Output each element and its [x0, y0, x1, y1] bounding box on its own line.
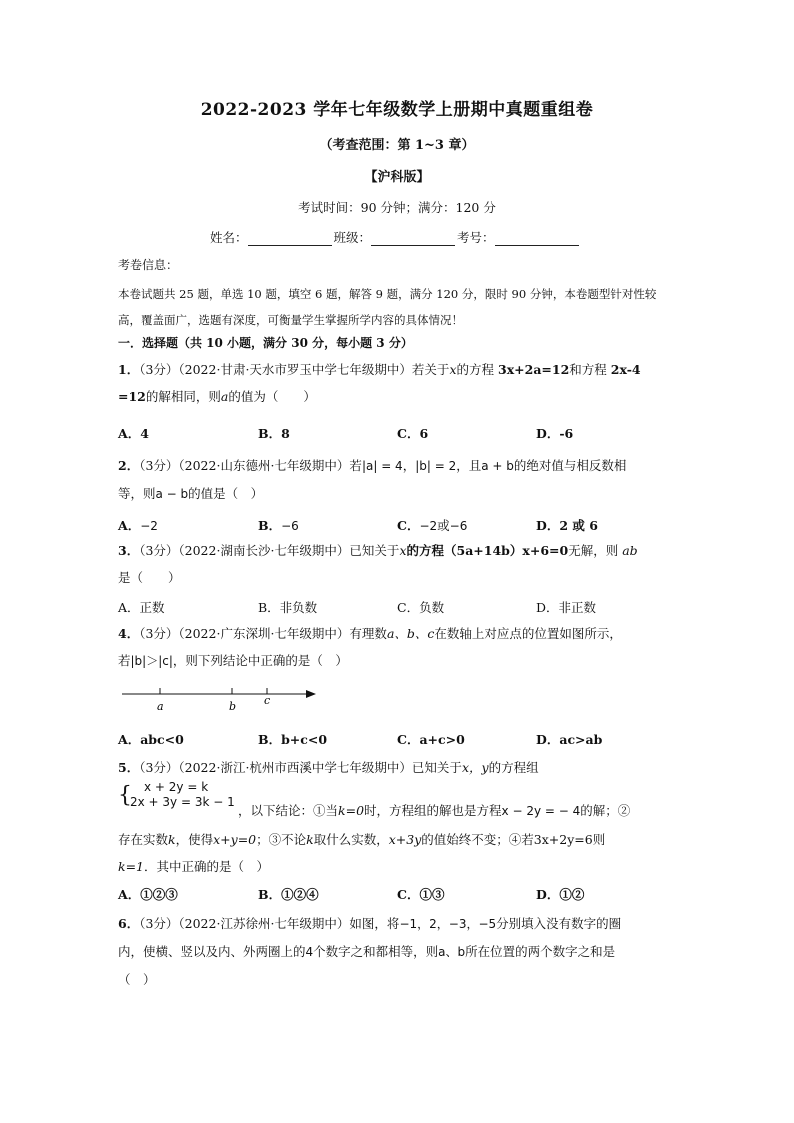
option-b[interactable]: B．b+c<0 — [258, 732, 328, 747]
option-d[interactable]: D．非正数 — [536, 600, 597, 615]
id-blank[interactable] — [495, 231, 579, 246]
question-5: 5．（3分）（2022·浙江·杭州市西溪中学七年级期中）已知关于x，y的方程组 — [118, 760, 539, 775]
class-blank[interactable] — [371, 231, 455, 246]
option-d[interactable]: D．-6 — [536, 426, 574, 441]
option-a[interactable]: A．正数 — [118, 600, 165, 615]
option-c[interactable]: C．①③ — [397, 887, 445, 902]
edition-label: 【沪科版】 — [364, 170, 430, 185]
class-label: 班级： — [333, 230, 372, 245]
question-6: 6．（3分）（2022·江苏徐州·七年级期中）如图，将−1，2，−3，−5分别填入没有数字的圈 内，使横、竖以及内、外两圈上的4个数字之和都相等，则a、b所在位置的两个数字之和是 （ ） — [118, 916, 622, 987]
option-b[interactable]: B．8 — [258, 426, 290, 441]
option-c[interactable]: C．6 — [397, 426, 429, 441]
option-c[interactable]: C．−2或−6 — [397, 518, 468, 533]
brace-icon: { — [118, 783, 132, 808]
option-b[interactable]: B．非负数 — [258, 600, 318, 615]
question-3: 3．（3分）（2022·湖南长沙·七年级期中）已知关于x的方程（5a+14b）x+6=0无解，则 ab 是（ ） — [118, 543, 638, 585]
question-5-line2: 存在实数k，使得x+y=0；③不论k取什么实数，x+3y的值始终不变；④若3x+2y=6则 — [118, 832, 606, 847]
option-a[interactable]: A．abc<0 — [118, 732, 184, 747]
name-label: 姓名： — [210, 230, 248, 245]
question-1-options — [118, 424, 678, 444]
option-d[interactable]: D．2 或 6 — [536, 518, 598, 533]
option-c[interactable]: C．负数 — [397, 600, 445, 615]
number-line-figure — [118, 680, 328, 716]
option-b[interactable]: B．−6 — [258, 518, 299, 533]
arrow-head-icon — [306, 690, 316, 698]
option-a[interactable]: A．①②③ — [118, 887, 178, 902]
option-d[interactable]: D．ac>ab — [536, 732, 603, 747]
exam-scope: （考查范围：第 1~3 章） — [319, 138, 475, 153]
name-blank[interactable] — [248, 231, 332, 246]
option-a[interactable]: A．4 — [118, 426, 149, 441]
question-3-options — [118, 598, 678, 618]
system-eq-1: x + 2y = k — [144, 780, 209, 794]
question-2-options — [118, 516, 678, 536]
label-b: b — [229, 700, 237, 713]
question-1: 1．（3分）（2022·甘肃·天水市罗玉中学七年级期中）若关于x的方程 3x+2a=12和方程 2x-4 =12的解相同，则a的值为（ ） — [118, 362, 641, 404]
id-label: 考号： — [457, 230, 495, 245]
section-heading: 一．选择题（共 10 小题，满分 30 分，每小题 3 分） — [118, 336, 413, 350]
question-4: 4．（3分）（2022·广东深圳·七年级期中）有理数a、b、c在数轴上对应点的位置如图所示， 若|b|＞|c|，则下列结论中正确的是（ ） — [118, 626, 622, 668]
info-text: 本卷试题共 25 题，单选 10 题，填空 6 题，解答 9 题，满分 120 分，限时 90 分钟，本卷题型针对性较高，覆盖面广，选题有深度，可衡量学生掌握所学内容的具体情况！ — [118, 287, 657, 327]
exam-time: 考试时间：90 分钟；满分：120 分 — [298, 200, 496, 215]
question-5-options — [118, 885, 678, 905]
page-title: 2022-2023 学年七年级数学上册期中真题重组卷 — [200, 100, 594, 120]
option-c[interactable]: C．a+c>0 — [397, 732, 465, 747]
option-b[interactable]: B．①②④ — [258, 887, 319, 902]
question-5-line3: k=1．其中正确的是（ ） — [118, 859, 270, 874]
info-heading: 考卷信息： — [118, 258, 179, 272]
equation-system — [118, 780, 235, 810]
system-eq-2: 2x + 3y = 3k − 1 — [130, 795, 235, 809]
option-a[interactable]: A．−2 — [118, 518, 158, 533]
option-d[interactable]: D．①② — [536, 887, 585, 902]
student-fields — [210, 228, 581, 246]
question-2: 2．（3分）（2022·山东德州·七年级期中）若|a| = 4，|b| = 2，且a + b的绝对值与相反数相 等，则a − b的值是（ ） — [118, 458, 627, 501]
label-a: a — [157, 700, 164, 713]
question-5-line1: ，以下结论：①当k=0时，方程组的解也是方程x − 2y = − 4的解；② — [238, 803, 631, 818]
label-c: c — [264, 694, 271, 707]
question-4-options — [118, 730, 678, 750]
